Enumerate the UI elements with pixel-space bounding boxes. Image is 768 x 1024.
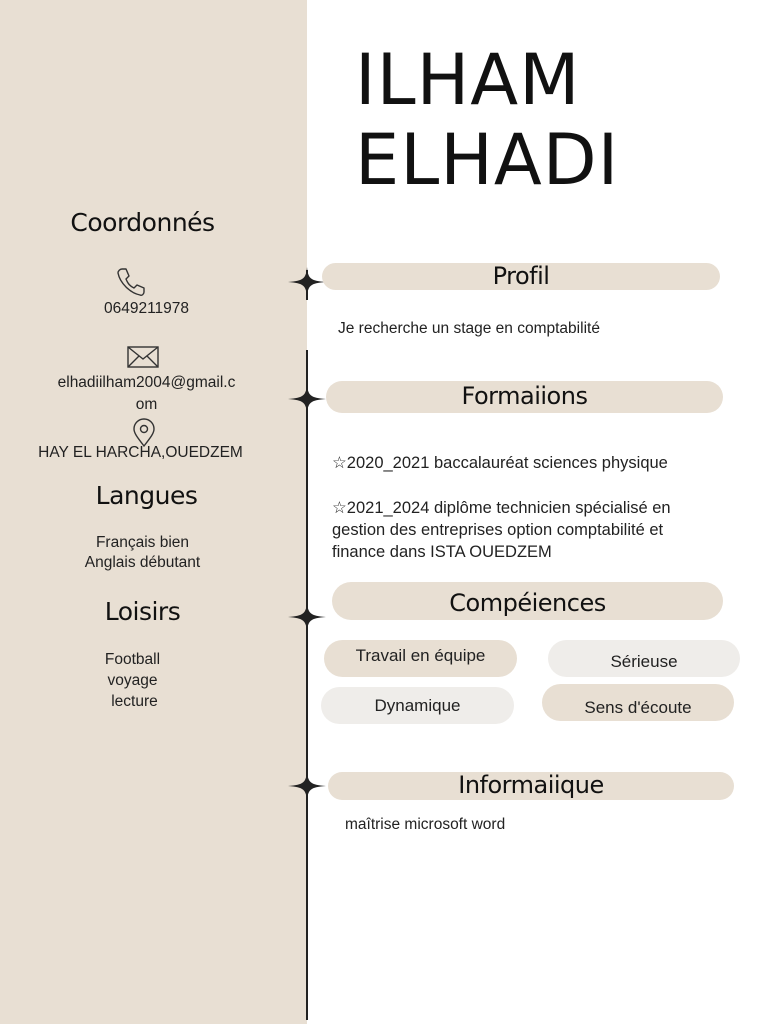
profile-title: Profil xyxy=(322,263,720,290)
sidebar xyxy=(0,0,307,1024)
language-item: Anglais débutant xyxy=(84,554,201,571)
it-title: Informaiique xyxy=(328,772,734,800)
education-line: finance dans ISTA OUEDZEM xyxy=(332,543,552,561)
education-line: gestion des entreprises option comptabilité et xyxy=(332,521,664,539)
first-name: ILHAM xyxy=(355,39,581,121)
timeline-star-icon xyxy=(288,602,326,632)
email-line-1: elhadiilham2004@gmail.c xyxy=(57,374,236,391)
contact-title: Coordonnés xyxy=(70,208,215,237)
skill-pill: Dynamique xyxy=(321,687,514,724)
last-name: ELHADI xyxy=(355,119,620,201)
phone-icon xyxy=(115,266,147,298)
timeline-star-icon xyxy=(288,267,326,297)
education-title: Formaiions xyxy=(326,381,723,413)
skills-title: Compéiences xyxy=(332,582,723,620)
profile-text: Je recherche un stage en comptabilité xyxy=(338,320,600,337)
education-item: ☆2020_2021 baccalauréat sciences physique xyxy=(332,454,668,472)
phone-number: 0649211978 xyxy=(103,300,190,317)
candidate-name xyxy=(355,40,619,200)
hobby-item: lecture xyxy=(111,693,158,710)
hobby-item: Football xyxy=(104,651,161,668)
email-line-2: om xyxy=(135,396,158,413)
skill-pill: Travail en équipe xyxy=(324,640,517,677)
timeline-star-icon xyxy=(288,771,326,801)
it-text: maîtrise microsoft word xyxy=(345,816,506,833)
hobby-item: voyage xyxy=(107,672,158,689)
education-line: ☆2021_2024 diplôme technicien spécialisé en xyxy=(332,499,671,517)
timeline-star-icon xyxy=(288,384,326,414)
mail-icon xyxy=(127,346,159,368)
address: HAY EL HARCHA,OUEDZEM xyxy=(38,444,243,461)
timeline-line xyxy=(306,350,308,1020)
languages-title: Langues xyxy=(95,481,198,510)
skill-pill: Sérieuse xyxy=(548,640,740,677)
language-item: Français bien xyxy=(95,534,190,551)
hobbies-title: Loisirs xyxy=(104,597,181,626)
education-item xyxy=(332,497,671,563)
skill-pill: Sens d'écoute xyxy=(542,684,734,721)
